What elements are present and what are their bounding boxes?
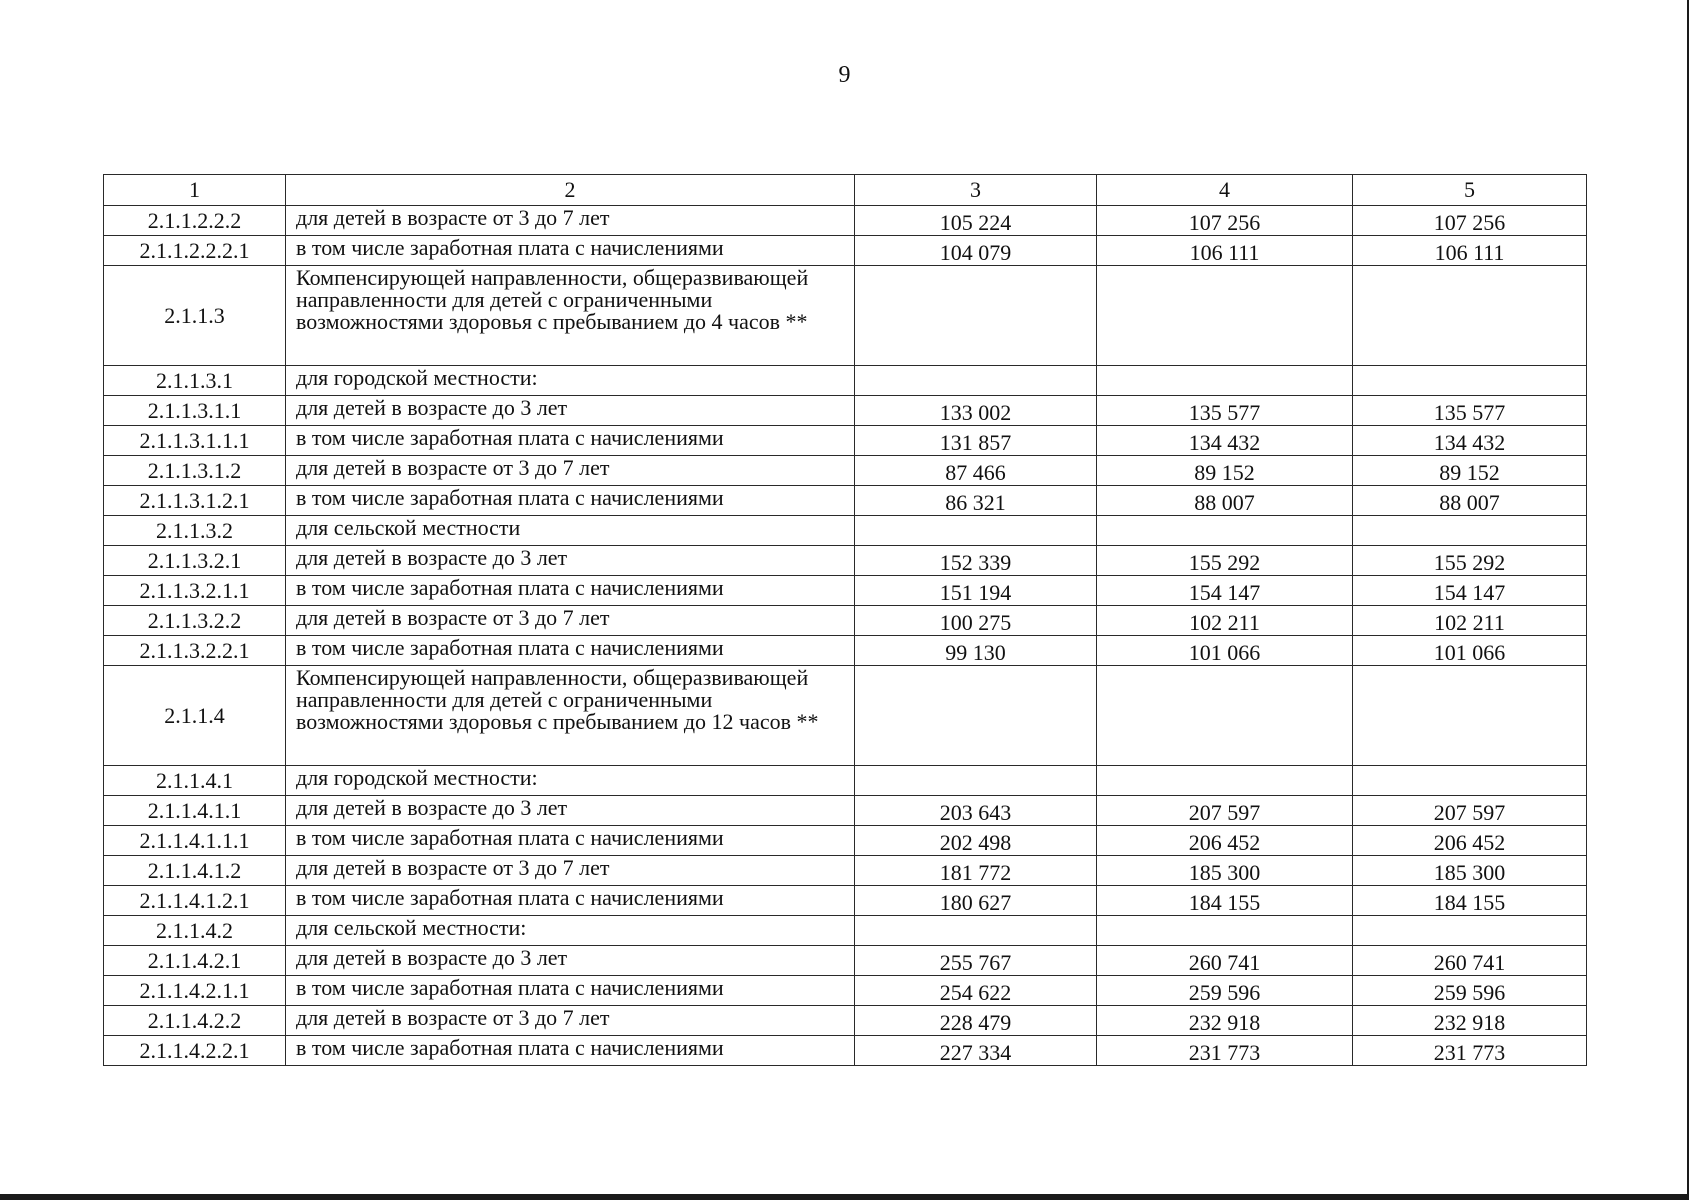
page-number: 9 <box>838 62 851 88</box>
row-value-col5 <box>1353 766 1587 796</box>
row-value-col4 <box>1097 916 1353 946</box>
row-value-col3: 131 857 <box>855 426 1097 456</box>
row-code: 2.1.1.3.2 <box>104 516 286 546</box>
row-code: 2.1.1.4.2.2 <box>104 1006 286 1036</box>
row-value-col3 <box>855 766 1097 796</box>
row-value-col5: 106 111 <box>1353 236 1587 266</box>
row-value-col3: 105 224 <box>855 206 1097 236</box>
row-value-col5: 102 211 <box>1353 606 1587 636</box>
row-value-col3: 104 079 <box>855 236 1097 266</box>
row-code: 2.1.1.4.1.1.1 <box>104 826 286 856</box>
row-description: в том числе заработная плата с начислениями <box>286 886 855 916</box>
row-description: для детей в возрасте от 3 до 7 лет <box>286 856 855 886</box>
row-value-col4: 88 007 <box>1097 486 1353 516</box>
row-value-col4 <box>1097 366 1353 396</box>
row-code: 2.1.1.3.2.2.1 <box>104 636 286 666</box>
row-value-col4: 102 211 <box>1097 606 1353 636</box>
row-code: 2.1.1.3.2.1.1 <box>104 576 286 606</box>
header-cell-2: 2 <box>286 175 855 206</box>
row-value-col5: 259 596 <box>1353 976 1587 1006</box>
row-value-col3 <box>855 266 1097 366</box>
table-row <box>104 266 1587 366</box>
row-value-col4: 207 597 <box>1097 796 1353 826</box>
table-row <box>104 666 1587 766</box>
row-value-col5: 206 452 <box>1353 826 1587 856</box>
row-value-col3: 180 627 <box>855 886 1097 916</box>
row-value-col4 <box>1097 766 1353 796</box>
row-value-col4: 232 918 <box>1097 1006 1353 1036</box>
row-value-col3: 99 130 <box>855 636 1097 666</box>
row-value-col4: 106 111 <box>1097 236 1353 266</box>
row-code: 2.1.1.4.2.1 <box>104 946 286 976</box>
row-value-col5 <box>1353 516 1587 546</box>
table-row <box>104 856 1587 886</box>
row-value-col4: 89 152 <box>1097 456 1353 486</box>
row-value-col3: 152 339 <box>855 546 1097 576</box>
row-value-col3: 203 643 <box>855 796 1097 826</box>
row-description: в том числе заработная плата с начислениями <box>286 636 855 666</box>
row-value-col3 <box>855 666 1097 766</box>
row-code: 2.1.1.3 <box>104 266 286 366</box>
row-description: в том числе заработная плата с начислениями <box>286 576 855 606</box>
row-code: 2.1.1.4 <box>104 666 286 766</box>
table-row <box>104 456 1587 486</box>
table-row <box>104 946 1587 976</box>
row-description: для сельской местности: <box>286 916 855 946</box>
table-row <box>104 546 1587 576</box>
row-code: 2.1.1.3.1.2 <box>104 456 286 486</box>
row-value-col5: 232 918 <box>1353 1006 1587 1036</box>
row-description: для детей в возрасте до 3 лет <box>286 796 855 826</box>
row-value-col4 <box>1097 266 1353 366</box>
table-row <box>104 606 1587 636</box>
row-description: для детей в возрасте до 3 лет <box>286 546 855 576</box>
table-row <box>104 636 1587 666</box>
row-value-col5: 134 432 <box>1353 426 1587 456</box>
row-value-col4: 185 300 <box>1097 856 1353 886</box>
row-description: в том числе заработная плата с начислениями <box>286 826 855 856</box>
row-description: для сельской местности <box>286 516 855 546</box>
row-value-col3: 86 321 <box>855 486 1097 516</box>
row-description: в том числе заработная плата с начислениями <box>286 976 855 1006</box>
row-code: 2.1.1.4.2.1.1 <box>104 976 286 1006</box>
row-value-col5 <box>1353 666 1587 766</box>
row-value-col4 <box>1097 516 1353 546</box>
row-value-col4: 260 741 <box>1097 946 1353 976</box>
row-description: Компенсирующей направленности, общеразвивающей направленности для детей с ограниченными возможностями здоровья с пребыванием до 4 часов ** <box>286 266 855 366</box>
row-value-col4: 135 577 <box>1097 396 1353 426</box>
table-row <box>104 426 1587 456</box>
row-value-col5: 101 066 <box>1353 636 1587 666</box>
table-row <box>104 916 1587 946</box>
row-code: 2.1.1.3.1.1.1 <box>104 426 286 456</box>
row-code: 2.1.1.3.1.2.1 <box>104 486 286 516</box>
table-row <box>104 826 1587 856</box>
row-description: для детей в возрасте от 3 до 7 лет <box>286 606 855 636</box>
table-row <box>104 366 1587 396</box>
row-description: в том числе заработная плата с начислениями <box>286 236 855 266</box>
row-code: 2.1.1.4.1.2 <box>104 856 286 886</box>
table-row <box>104 486 1587 516</box>
row-code: 2.1.1.2.2.2 <box>104 206 286 236</box>
row-value-col4: 206 452 <box>1097 826 1353 856</box>
row-description: Компенсирующей направленности, общеразвивающей направленности для детей с ограниченными возможностями здоровья с пребыванием до 12 часов ** <box>286 666 855 766</box>
row-value-col4: 184 155 <box>1097 886 1353 916</box>
row-value-col4: 231 773 <box>1097 1036 1353 1066</box>
table-row <box>104 766 1587 796</box>
row-value-col3 <box>855 916 1097 946</box>
row-description: в том числе заработная плата с начислениями <box>286 486 855 516</box>
table-row <box>104 516 1587 546</box>
row-value-col3: 227 334 <box>855 1036 1097 1066</box>
header-cell-5: 5 <box>1353 175 1587 206</box>
table-row <box>104 396 1587 426</box>
row-value-col3: 255 767 <box>855 946 1097 976</box>
row-description: для детей в возрасте до 3 лет <box>286 946 855 976</box>
row-description: для городской местности: <box>286 366 855 396</box>
row-code: 2.1.1.4.1.1 <box>104 796 286 826</box>
row-description: для детей в возрасте от 3 до 7 лет <box>286 456 855 486</box>
row-value-col5: 184 155 <box>1353 886 1587 916</box>
table-row <box>104 796 1587 826</box>
header-cell-3: 3 <box>855 175 1097 206</box>
row-value-col5: 231 773 <box>1353 1036 1587 1066</box>
row-value-col5: 260 741 <box>1353 946 1587 976</box>
row-value-col3 <box>855 516 1097 546</box>
row-description: для детей в возрасте от 3 до 7 лет <box>286 206 855 236</box>
row-value-col3: 181 772 <box>855 856 1097 886</box>
row-description: для детей в возрасте до 3 лет <box>286 396 855 426</box>
row-value-col4: 134 432 <box>1097 426 1353 456</box>
row-value-col3: 228 479 <box>855 1006 1097 1036</box>
row-value-col5 <box>1353 916 1587 946</box>
row-value-col4 <box>1097 666 1353 766</box>
row-value-col5: 89 152 <box>1353 456 1587 486</box>
row-value-col5: 155 292 <box>1353 546 1587 576</box>
row-value-col3: 202 498 <box>855 826 1097 856</box>
row-code: 2.1.1.4.1 <box>104 766 286 796</box>
header-cell-4: 4 <box>1097 175 1353 206</box>
row-code: 2.1.1.4.2 <box>104 916 286 946</box>
table-body <box>104 175 1587 1066</box>
row-value-col5: 207 597 <box>1353 796 1587 826</box>
row-value-col4: 155 292 <box>1097 546 1353 576</box>
row-description: в том числе заработная плата с начислениями <box>286 426 855 456</box>
data-table <box>103 174 1587 1066</box>
row-code: 2.1.1.3.1 <box>104 366 286 396</box>
row-value-col5: 135 577 <box>1353 396 1587 426</box>
table-row <box>104 1006 1587 1036</box>
row-value-col3: 100 275 <box>855 606 1097 636</box>
row-value-col3: 133 002 <box>855 396 1097 426</box>
row-value-col5: 154 147 <box>1353 576 1587 606</box>
row-value-col3 <box>855 366 1097 396</box>
row-code: 2.1.1.4.2.2.1 <box>104 1036 286 1066</box>
row-code: 2.1.1.4.1.2.1 <box>104 886 286 916</box>
row-value-col4: 154 147 <box>1097 576 1353 606</box>
row-code: 2.1.1.3.2.2 <box>104 606 286 636</box>
row-description: для детей в возрасте от 3 до 7 лет <box>286 1006 855 1036</box>
row-code: 2.1.1.3.2.1 <box>104 546 286 576</box>
row-value-col3: 151 194 <box>855 576 1097 606</box>
row-value-col5 <box>1353 266 1587 366</box>
row-description: для городской местности: <box>286 766 855 796</box>
row-value-col5: 185 300 <box>1353 856 1587 886</box>
row-description: в том числе заработная плата с начислениями <box>286 1036 855 1066</box>
row-value-col5 <box>1353 366 1587 396</box>
row-value-col4: 101 066 <box>1097 636 1353 666</box>
row-code: 2.1.1.2.2.2.1 <box>104 236 286 266</box>
row-value-col5: 107 256 <box>1353 206 1587 236</box>
row-value-col4: 107 256 <box>1097 206 1353 236</box>
row-code: 2.1.1.3.1.1 <box>104 396 286 426</box>
table-row <box>104 886 1587 916</box>
table-row <box>104 236 1587 266</box>
table-row <box>104 1036 1587 1066</box>
row-value-col4: 259 596 <box>1097 976 1353 1006</box>
table-row <box>104 576 1587 606</box>
row-value-col3: 254 622 <box>855 976 1097 1006</box>
row-value-col5: 88 007 <box>1353 486 1587 516</box>
table-header-row <box>104 175 1587 206</box>
row-value-col3: 87 466 <box>855 456 1097 486</box>
header-cell-1: 1 <box>104 175 286 206</box>
table-row <box>104 976 1587 1006</box>
table-row <box>104 206 1587 236</box>
